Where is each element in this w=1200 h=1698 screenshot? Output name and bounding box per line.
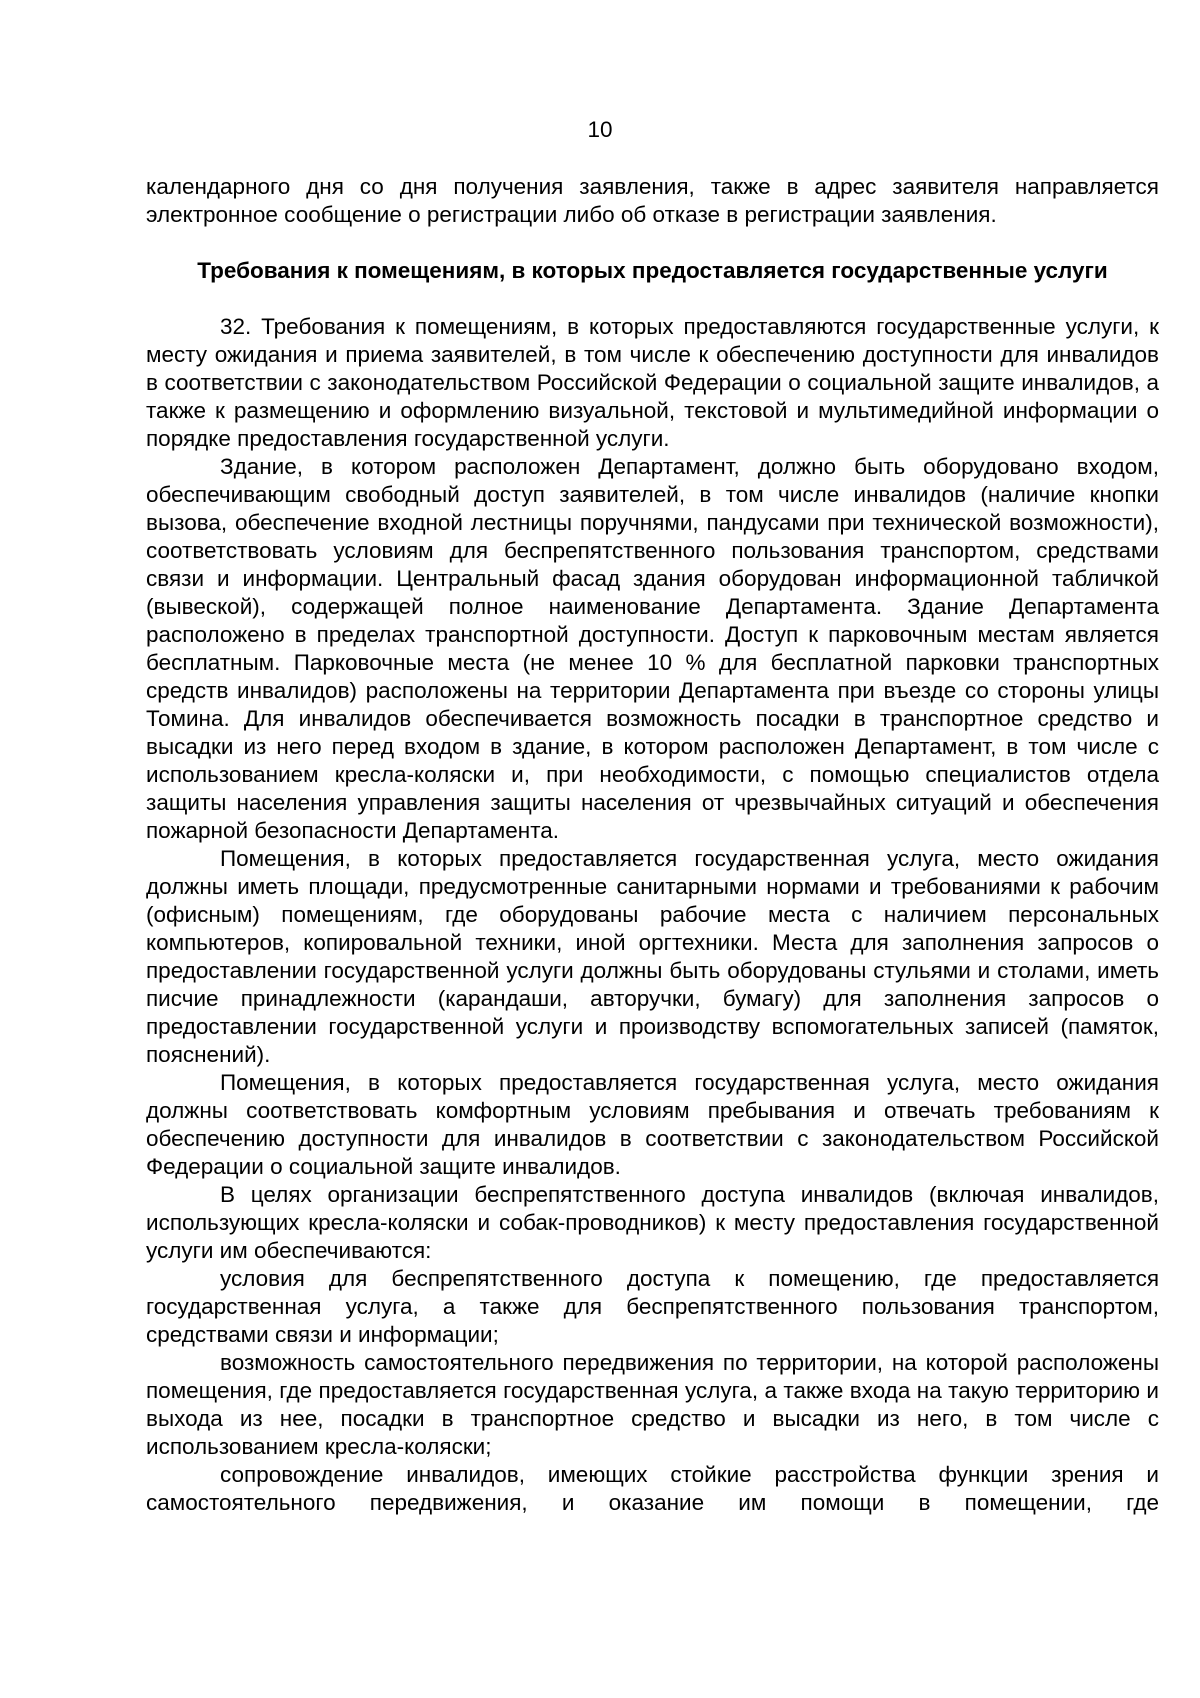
document-body bbox=[146, 173, 1159, 1517]
paragraph-accessibility-intro: В целях организации беспрепятственного доступа инвалидов (включая инвалидов, использующих кресла-коляски и собак-проводников) к месту предоставления государственной услуги им обеспечиваются: bbox=[146, 1182, 1159, 1263]
paragraph-premises-area: Помещения, в которых предоставляется государственная услуга, место ожидания должны иметь площади, предусмотренные санитарными нормами и требованиями к рабочим (офисным) помещениям, где оборудованы рабочие места с наличием персональных компьютеров, копировальной техники, иной оргтехники. Места для заполнения запросов о предоставлении государственной услуги должны быть оборудованы стульями и столами, иметь писчие принадлежности (карандаши, авторучки, бумагу) для заполнения запросов о предоставлении государственной услуги и производству вспомогательных записей (памяток, пояснений). bbox=[146, 846, 1159, 1067]
list-item-access-conditions: условия для беспрепятственного доступа к помещению, где предоставляется государственная услуга, а также для беспрепятственного пользования транспортом, средствами связи и информации; bbox=[146, 1266, 1159, 1347]
list-item-movement: возможность самостоятельного передвижения по территории, на которой расположены помещения, где предоставляется государственная услуга, а также входа на такую территорию и выхода из нее, посадки в транспортное средство и высадки из него, в том числе с использованием кресла-коляски; bbox=[146, 1350, 1159, 1459]
paragraph-building: Здание, в котором расположен Департамент, должно быть оборудовано входом, обеспечивающим свободный доступ заявителей, в том числе инвалидов (наличие кнопки вызова, обеспечение входной лестницы поручнями, пандусами при технической возможности), соответствовать условиям для беспрепятственного пользования транспортом, средствами связи и информации. Центральный фасад здания оборудован информационной табличкой (вывеской), содержащей полное наименование Департамента. Здание Департамента расположено в пределах транспортной доступности. Доступ к парковочным местам является бесплатным. Парковочные места (не менее 10 % для бесплатной парковки транспортных средств инвалидов) расположены на территории Департамента при въезде со стороны улицы Томина. Для инвалидов обеспечивается возможность посадки в транспортное средство и высадки из него перед входом в здание, в котором расположен Департамент, в том числе с использованием кресла-коляски и, при необходимости, с помощью специалистов отдела защиты населения управления защиты населения от чрезвычайных ситуаций и обеспечения пожарной безопасности Департамента. bbox=[146, 454, 1159, 843]
paragraph-32: 32. Требования к помещениям, в которых предоставляются государственные услуги, к месту ожидания и приема заявителей, в том числе к обеспечению доступности для инвалидов в соответствии с законодательством Российской Федерации о социальной защите инвалидов, а также к размещению и оформлению визуальной, текстовой и мультимедийной информации о порядке предоставления государственной услуги. bbox=[146, 314, 1159, 451]
page-number: 10 bbox=[587, 117, 613, 142]
continuation-paragraph: календарного дня со дня получения заявления, также в адрес заявителя направляется электронное сообщение о регистрации либо об отказе в регистрации заявления. bbox=[146, 174, 1159, 227]
section-heading: Требования к помещениям, в которых предоставляется государственные услуги bbox=[197, 258, 1108, 283]
paragraph-premises-comfort: Помещения, в которых предоставляется государственная услуга, место ожидания должны соответствовать комфортным условиям пребывания и отвечать требованиям к обеспечению доступности для инвалидов в соответствии с законодательством Российской Федерации о социальной защите инвалидов. bbox=[146, 1070, 1159, 1179]
list-item-escort: сопровождение инвалидов, имеющих стойкие расстройства функции зрения и самостоятельного передвижения, и оказание им помощи в помещении, где bbox=[146, 1462, 1159, 1515]
